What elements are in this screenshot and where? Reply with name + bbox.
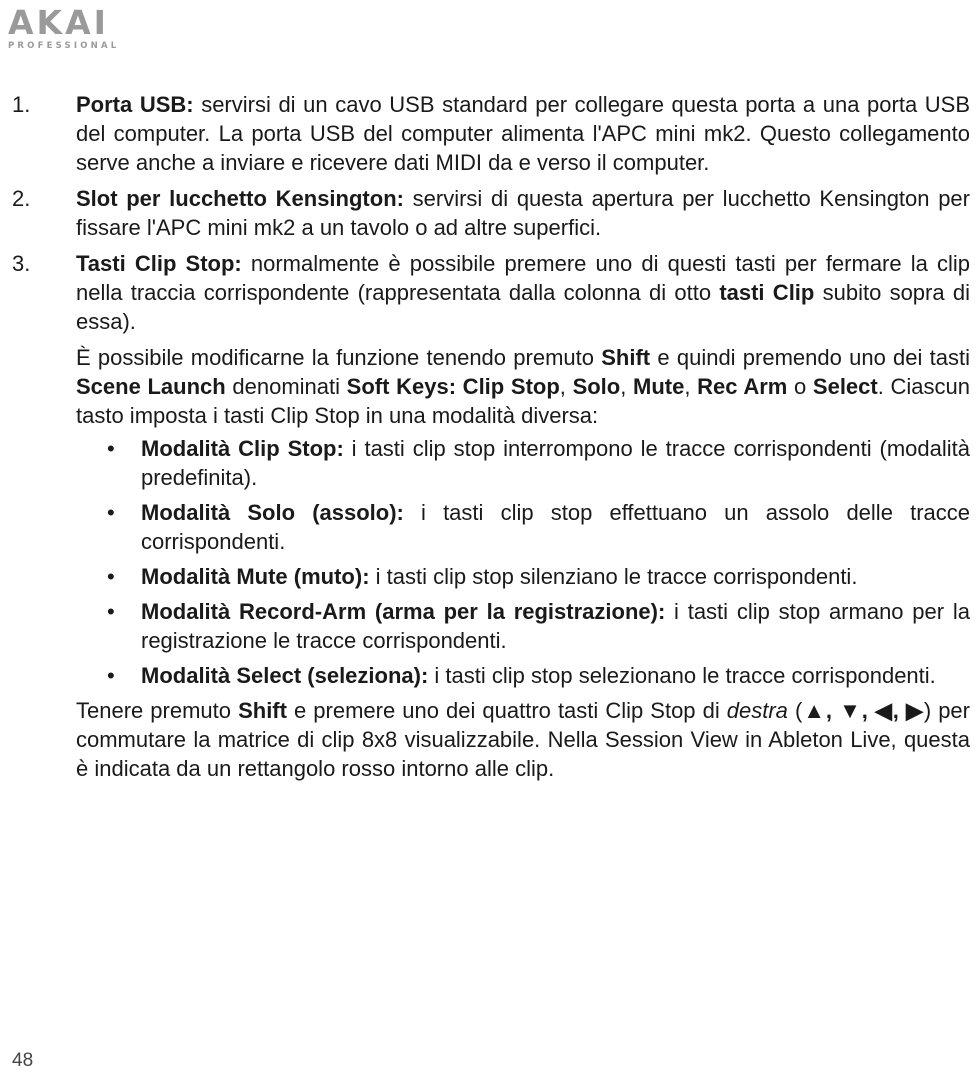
bullet-dot: • xyxy=(107,500,115,525)
item-description: Porta USB: servirsi di un cavo USB standard per collegare questa porta a una porta USB del computer. La porta USB del computer alimenta l'APC mini mk2. Questo collegamento serve anche a inviare e ricevere dati MIDI da e verso il computer. xyxy=(76,92,971,175)
akai-professional-logo xyxy=(8,3,158,54)
mode-bullet-list xyxy=(76,434,970,690)
clip-matrix-paragraph: Tenere premuto Shift e premere uno dei quattro tasti Clip Stop di destra (▲, ▼, ◀, ▶) per commutare la matrice di clip 8x8 visualizzabile. Nella Session View in Ableton Live, questa è indicata da un rettangolo rosso intorno alle clip. xyxy=(76,698,970,781)
bullet-mute-mode: • Modalità Mute (muto): i tasti clip stop silenziano le tracce corrispondenti. xyxy=(107,564,858,589)
bullet-dot: • xyxy=(107,436,115,461)
item-description: Tasti Clip Stop: normalmente è possibile premere uno di questi tasti per fermare la clip nella traccia corrispondente (rappresentata dalla colonna di otto tasti Clip subito sopra di essa). xyxy=(76,251,971,334)
item-number: 3. xyxy=(12,251,31,276)
logo-subtitle: PROFESSIONAL xyxy=(8,41,120,51)
bullet-solo-mode: • Modalità Solo (assolo): i tasti clip stop effettuano un assolo delle tracce corrispondenti. xyxy=(107,500,970,554)
item-term: Porta USB: xyxy=(76,92,194,117)
bullet-select-mode: • Modalità Select (seleziona): i tasti clip stop selezionano le tracce corrispondenti. xyxy=(107,663,936,688)
bullet-dot: • xyxy=(107,564,115,589)
manual-content xyxy=(0,90,980,783)
item-number: 1. xyxy=(12,92,31,117)
arrow-symbols: ▲, ▼, ◀, ▶ xyxy=(802,698,924,723)
bullet-dot: • xyxy=(107,599,115,624)
bullet-record-arm-mode: • Modalità Record-Arm (arma per la registrazione): i tasti clip stop armano per la registrazione le tracce corrispondenti. xyxy=(107,599,970,653)
list-item-kensington-slot xyxy=(0,184,980,242)
bullet-dot: • xyxy=(107,663,115,688)
shift-modes-paragraph: È possibile modificarne la funzione tenendo premuto Shift e quindi premendo uno dei tasti Scene Launch denominati Soft Keys: Clip Stop, Solo, Mute, Rec Arm o Select. Ciascun tasto imposta i tasti Clip Stop in una modalità diversa: xyxy=(76,345,971,428)
logo-brand: AKAI xyxy=(8,3,109,42)
item-description: Slot per lucchetto Kensington: servirsi di questa apertura per lucchetto Kensington per fissare l'APC mini mk2 a un tavolo o ad altre superfici. xyxy=(76,186,970,240)
item-number: 2. xyxy=(12,186,31,211)
page-number: 48 xyxy=(12,1050,34,1071)
list-item-usb-port xyxy=(0,90,980,177)
item-term: Tasti Clip Stop: xyxy=(76,251,242,276)
item-term: Slot per lucchetto Kensington: xyxy=(76,186,404,211)
bullet-clip-stop-mode: • Modalità Clip Stop: i tasti clip stop interrompono le tracce corrispondenti (modalità predefinita). xyxy=(107,436,971,490)
list-item-clip-stop-buttons xyxy=(0,249,980,783)
